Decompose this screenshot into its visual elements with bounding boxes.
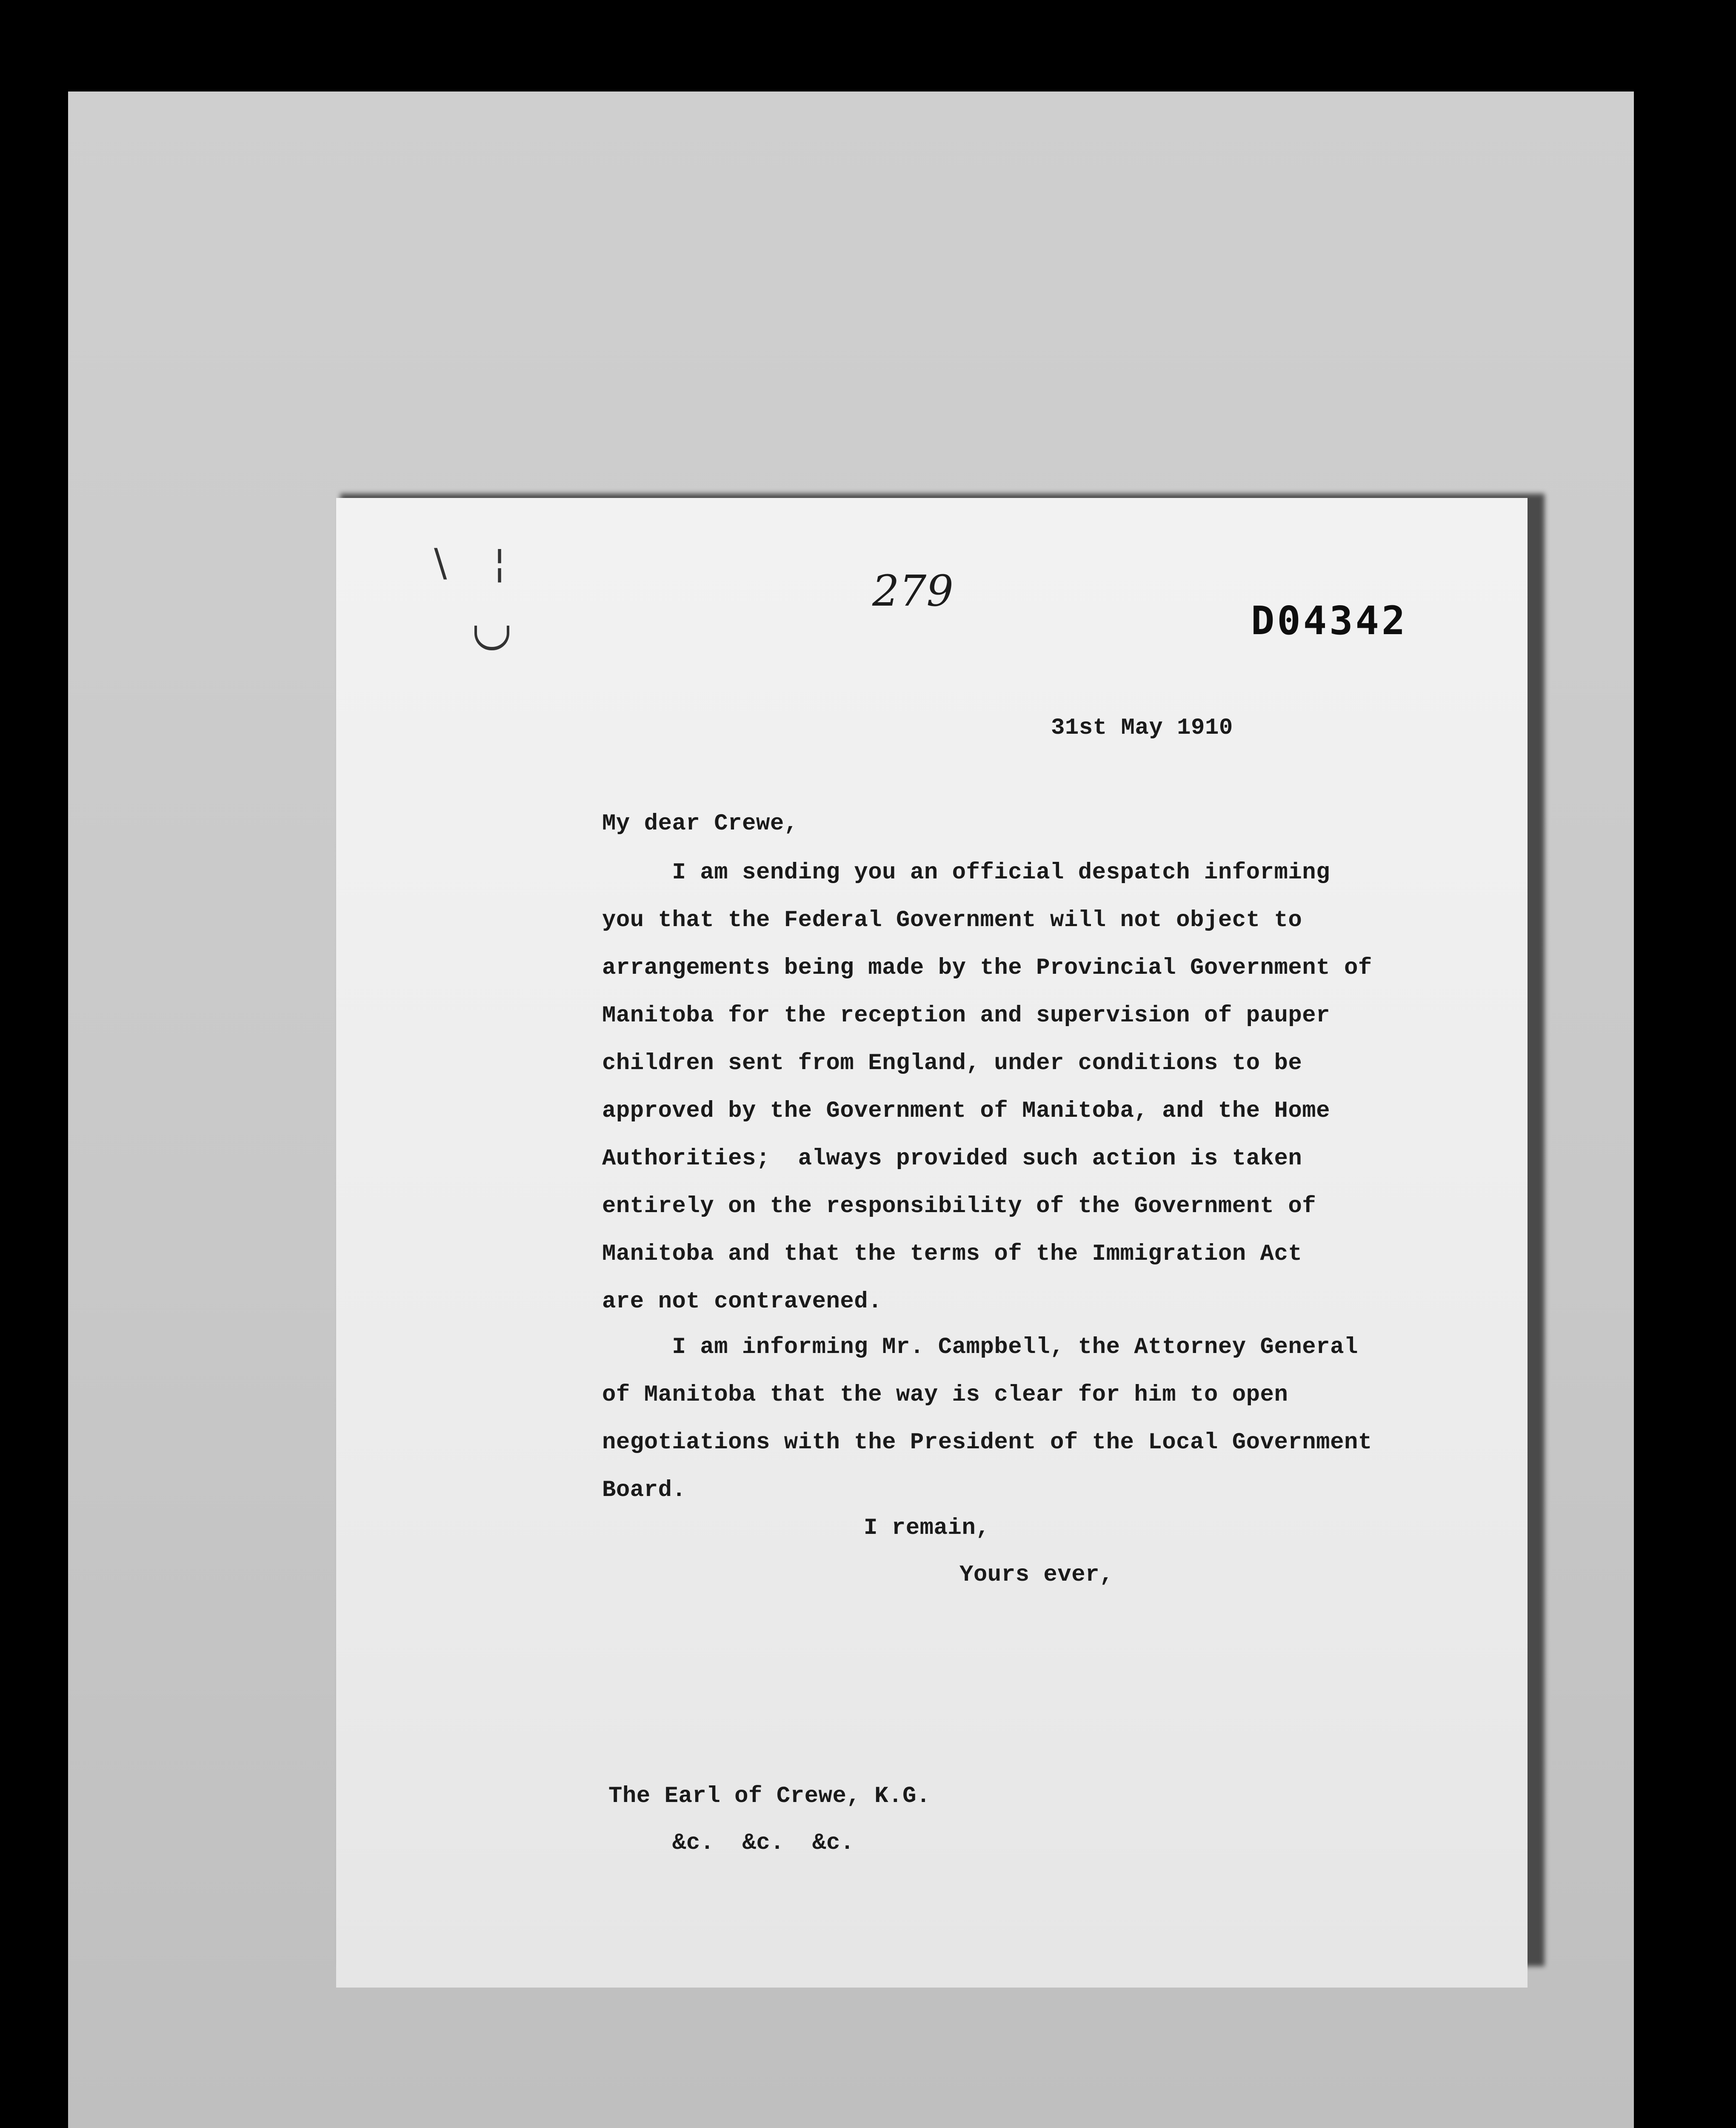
folio-number: 279 [872,566,954,616]
document-number-stamp: D04342 [1251,598,1408,644]
letter-date: 31st May 1910 [1051,715,1233,741]
paragraph-line: Manitoba and that the terms of the Immigration Act [602,1241,1302,1267]
paragraph-line: entirely on the responsibility of the Government of [602,1193,1316,1219]
paragraph-line: children sent from England, under conditions to be [602,1050,1302,1076]
letter-paragraph-2 [602,1324,1419,1514]
letter-paragraph-1 [602,849,1419,1326]
paragraph-line: of Manitoba that the way is clear for him to open [602,1382,1288,1408]
paragraph-line: Board. [602,1477,686,1503]
letter-addressee-etc: &c. &c. &c. [672,1830,854,1856]
letter-closing: I remain, [864,1515,990,1541]
paragraph-line: I am sending you an official despatch informing [602,860,1331,886]
paragraph-line: I am informing Mr. Campbell, the Attorney General [602,1334,1358,1360]
paragraph-line: you that the Federal Government will not object to [602,907,1302,933]
paragraph-line: Authorities; always provided such action is taken [602,1146,1302,1172]
paragraph-line: negotiations with the President of the Local Government [602,1430,1372,1456]
letter-signoff: Yours ever, [959,1562,1114,1588]
paragraph-line: arrangements being made by the Provincial Government of [602,955,1372,981]
paragraph-line: approved by the Government of Manitoba, and the Home [602,1098,1331,1124]
paragraph-line: are not contravened. [602,1289,882,1315]
margin-annotation: \ ¦ [434,541,523,585]
letter-addressee: The Earl of Crewe, K.G. [608,1783,931,1809]
paragraph-line: Manitoba for the reception and supervision of pauper [602,1003,1331,1029]
letter-salutation: My dear Crewe, [602,811,798,837]
